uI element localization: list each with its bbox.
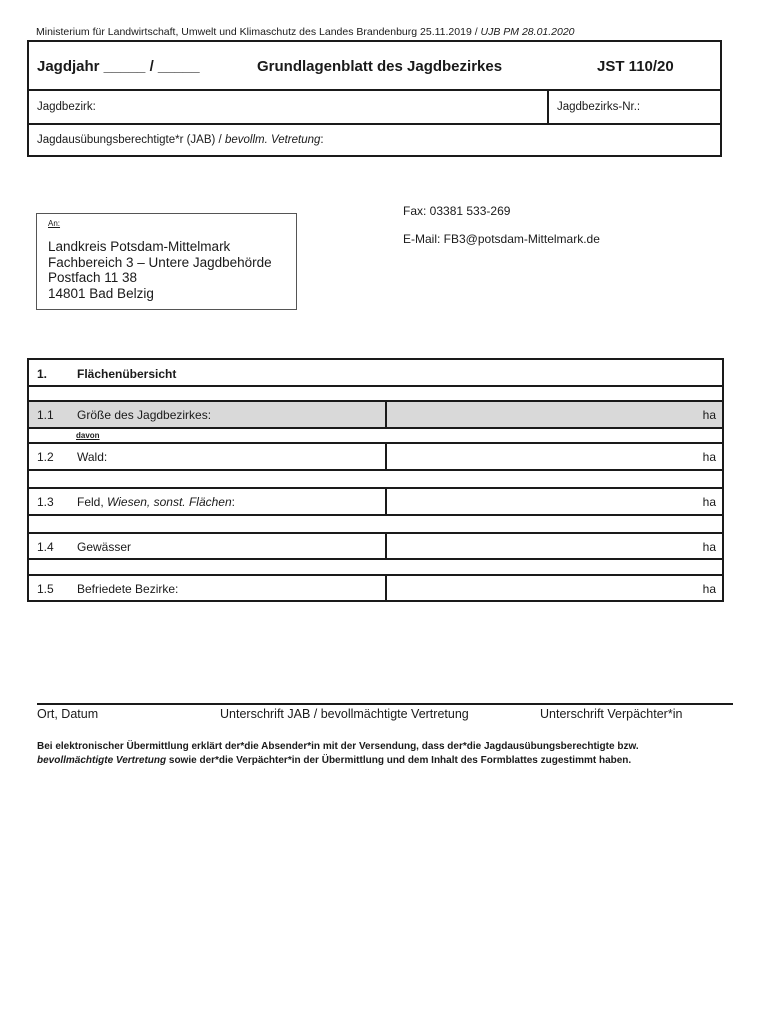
ort-datum-label: Ort, Datum [37,707,99,721]
note-line-1: Bei elektronischer Übermittlung erklärt der*die Absender*in mit der Versendung, dass der*die Jagdausübungsberechtigte bzw. [37,741,639,752]
row-spacer [27,560,724,574]
row-1-2 [27,442,724,471]
fax-number: Fax: 03381 533-269 [403,204,511,218]
address-line-4: 14801 Bad Belzig [48,285,154,301]
row-spacer [27,471,724,487]
row-number: 1.4 [37,540,54,554]
row-1-4 [27,532,724,560]
jagdbezirk-row [29,91,720,125]
signature-line [37,703,733,705]
address-line-2: Fachbereich 3 – Untere Jagdbehörde [48,254,272,270]
form-header-box [27,40,722,157]
section-spacer [27,387,724,400]
form-title: Grundlagenblatt des Jagdbezirkes [257,58,503,75]
unit-ha[interactable]: ha [702,582,716,596]
davon-band [27,429,724,442]
address-line-3: Postfach 11 38 [48,270,138,285]
unit-ha[interactable]: ha [702,408,716,422]
electronic-transmission-note [37,740,727,767]
ministry-text: Ministerium für Landwirtschaft, Umwelt und Klimaschutz des Landes Brandenburg 25.11.2019 / [36,26,481,38]
jab-label [37,134,324,146]
row-1-1 [27,400,724,429]
note-rest: sowie der*die Verpächter*in der Übermittlung und dem Inhalt des Formblattes zugestimmt haben. [166,754,632,766]
address-line-1: Landkreis Potsdam-Mittelmark [48,239,231,254]
jab-label-main: Jagdausübungsberechtigte*r (JAB) / [37,134,225,146]
davon-label: davon [76,431,100,440]
note-line-2 [37,754,727,768]
jab-row[interactable] [29,125,720,157]
address-lines [48,239,272,301]
row-label-plain: Feld, [77,495,108,509]
jagdbezirk-label: Jagdbezirk: [37,101,96,113]
row-1-3 [27,487,724,516]
cell-divider [385,487,387,516]
unit-ha[interactable]: ha [702,450,716,464]
signature-verpaechter-label: Unterschrift Verpächter*in [540,707,683,721]
header-divider [547,91,549,123]
header-title-row [29,42,720,91]
row-number: 1.2 [37,450,54,464]
row-label: Befriedete Bezirke: [77,582,179,596]
unit-ha[interactable]: ha [702,495,716,509]
row-spacer [27,516,724,532]
cell-divider [385,574,387,602]
row-label [77,495,235,509]
section-number: 1. [37,367,48,381]
row-number: 1.1 [37,408,54,422]
ministry-header-line [36,26,575,38]
row-label-end: : [231,495,235,509]
cell-divider [385,442,387,471]
row-label: Wald: [77,450,108,464]
address-box [36,213,297,310]
row-1-5 [27,574,724,602]
cell-divider [385,532,387,560]
note-italic: bevollmächtigte Vertretung [37,754,167,766]
email-address[interactable]: E-Mail: FB3@potsdam-Mittelmark.de [403,232,600,246]
unit-ha[interactable]: ha [702,540,716,554]
row-number: 1.3 [37,495,54,509]
jab-label-colon: : [320,134,324,146]
row-label-italic: Wiesen, sonst. Flächen [107,495,232,509]
row-label: Größe des Jagdbezirkes: [77,408,212,422]
ujb-reference: UJB PM 28.01.2020 [480,26,575,38]
row-number: 1.5 [37,582,54,596]
row-label: Gewässer [77,540,132,554]
form-code: JST 110/20 [597,58,674,75]
jagdbezirk-nr-label: Jagdbezirks-Nr.: [557,101,641,113]
section-1-header [27,358,724,387]
address-an-label: An: [48,219,61,228]
section-title: Flächenübersicht [77,367,177,381]
jab-label-italic: bevollm. Vetretung [224,134,321,146]
jagdjahr-field[interactable]: Jagdjahr _____ / _____ [37,58,200,75]
signature-jab-label: Unterschrift JAB / bevollmächtigte Vertretung [220,707,469,721]
cell-divider [385,400,387,429]
